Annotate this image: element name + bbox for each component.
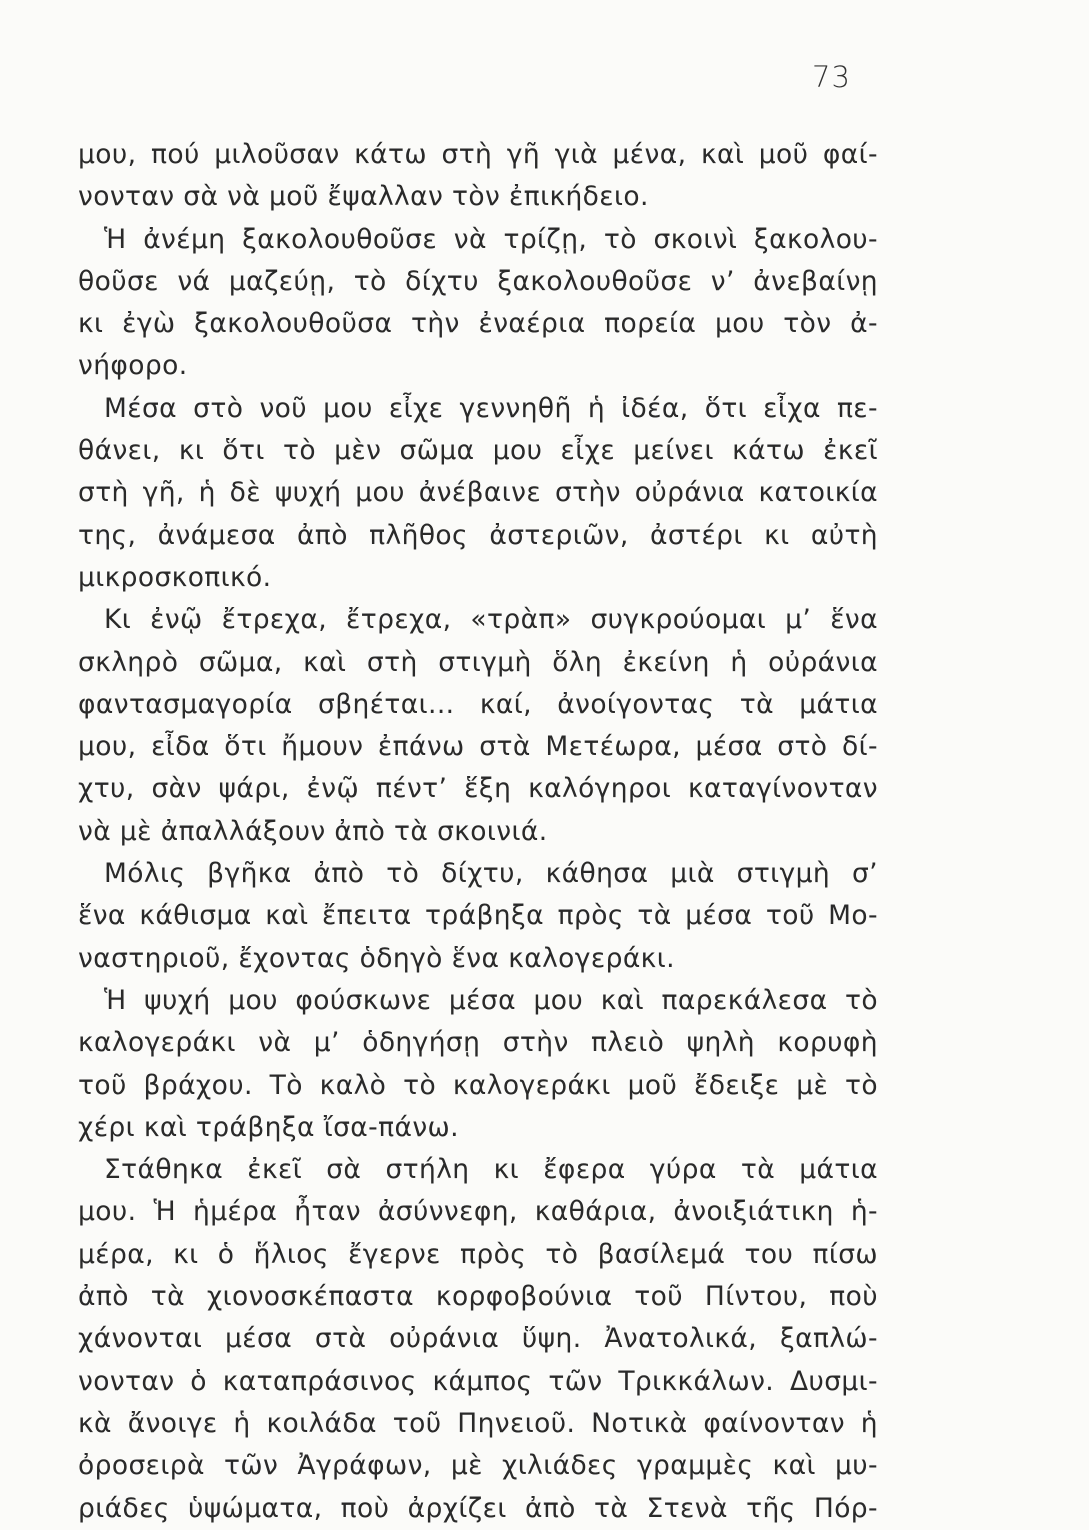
body-text <box>78 134 878 1530</box>
text-line: φαντασμαγορία σβηέται... καί, ἀνοίγοντας τὰ μάτια <box>78 688 878 720</box>
text-line: στὴ γῆ, ἡ δὲ ψυχή μου ἀνέβαινε στὴν οὐράνια κατοικία <box>78 477 878 509</box>
text-line: μικροσκοπικό. <box>78 561 272 593</box>
text-line: τοῦ βράχου. Τὸ καλὸ τὸ καλογεράκι μοῦ ἔδειξε μὲ τὸ <box>78 1069 878 1101</box>
text-line: θάνει, κι ὅτι τὸ μὲν σῶμα μου εἶχε μείνει κάτω ἐκεῖ <box>78 435 878 467</box>
text-line: ἕνα κάθισμα καὶ ἔπειτα τράβηξα πρὸς τὰ μέσα τοῦ Μο- <box>78 900 878 932</box>
text-line: χτυ, σὰν ψάρι, ἐνῷ πέντ’ ἕξη καλόγηροι καταγίνονταν <box>78 773 878 805</box>
text-line: νὰ μὲ ἀπαλλάξουν ἀπὸ τὰ σκοινιά. <box>78 815 548 847</box>
text-line: χέρι καὶ τράβηξα ἴσα-πάνω. <box>78 1111 459 1143</box>
text-line: καλογεράκι νὰ μ’ ὁδηγήσῃ στὴν πλειὸ ψηλὴ κορυφὴ <box>78 1027 878 1059</box>
text-line: Μέσα στὸ νοῦ μου εἶχε γεννηθῆ ἡ ἰδέα, ὅτι εἶχα πε- <box>104 392 878 424</box>
text-line: ἀπὸ τὰ χιονοσκέπαστα κορφοβούνια τοῦ Πίντου, ποὺ <box>78 1281 878 1313</box>
text-line: κὰ ἄνοιγε ἡ κοιλάδα τοῦ Πηνειοῦ. Νοτικὰ φαίνονταν ἡ <box>78 1407 878 1439</box>
text-line: θοῦσε νά μαζεύῃ, τὸ δίχτυ ξακολουθοῦσε ν’ ἀνεβαίνῃ <box>78 265 878 297</box>
text-line: νονταν ὁ καταπράσινος κάμπος τῶν Τρικκάλων. Δυσμι- <box>78 1365 878 1397</box>
text-line: μου, πού μιλοῦσαν κάτω στὴ γῆ γιὰ μένα, καὶ μοῦ φαί- <box>78 139 878 170</box>
page-number: 73 <box>812 60 851 94</box>
text-line: της, ἀνάμεσα ἀπὸ πλῆθος ἀστεριῶν, ἀστέρι κι αὐτὴ <box>78 519 878 551</box>
text-line: κι ἐγὼ ξακολουθοῦσα τὴν ἐναέρια πορεία μου τὸν ἀ- <box>78 308 878 340</box>
text-line: Ἡ ψυχή μου φούσκωνε μέσα μου καὶ παρεκάλεσα τὸ <box>104 984 878 1016</box>
text-line: σκληρὸ σῶμα, καὶ στὴ στιγμὴ ὅλη ἐκείνη ἡ οὐράνια <box>78 646 878 678</box>
text-line: χάνονται μέσα στὰ οὐράνια ὕψη. Ἀνατολικά, ξαπλώ- <box>78 1323 878 1355</box>
text-line: Μόλις βγῆκα ἀπὸ τὸ δίχτυ, κάθησα μιὰ στιγμὴ σ’ <box>104 858 878 890</box>
text-line: μέρα, κι ὁ ἥλιος ἔγερνε πρὸς τὸ βασίλεμά του πίσω <box>78 1238 878 1270</box>
text-line: νονταν σὰ νὰ μοῦ ἔψαλλαν τὸν ἐπικήδειο. <box>78 181 649 213</box>
text-line: μου, εἶδα ὅτι ἤμουν ἐπάνω στὰ Μετέωρα, μέσα στὸ δί- <box>78 731 878 763</box>
text-line: Κι ἐνῷ ἔτρεχα, ἔτρεχα, «τρὰπ» συγκρούομαι μ’ ἕνα <box>104 604 878 636</box>
text-line: Ἡ ἀνέμη ξακολουθοῦσε νὰ τρίζῃ, τὸ σκοινὶ ξακολου- <box>104 223 878 255</box>
text-line: μου. Ἡ ἡμέρα ἦταν ἀσύννεφη, καθάρια, ἀνοιξιάτικη ἡ- <box>78 1196 878 1228</box>
text-line: ριάδες ὑψώματα, ποὺ ἀρχίζει ἀπὸ τὰ Στενὰ τῆς Πόρ- <box>78 1492 878 1524</box>
text-line: ναστηριοῦ, ἔχοντας ὁδηγὸ ἕνα καλογεράκι. <box>78 942 675 974</box>
text-line: Στάθηκα ἐκεῖ σὰ στήλη κι ἔφερα γύρα τὰ μάτια <box>104 1154 878 1186</box>
text-line: ὀροσειρὰ τῶν Ἀγράφων, μὲ χιλιάδες γραμμὲς καὶ μυ- <box>78 1450 878 1482</box>
text-line: νήφορο. <box>78 350 188 382</box>
